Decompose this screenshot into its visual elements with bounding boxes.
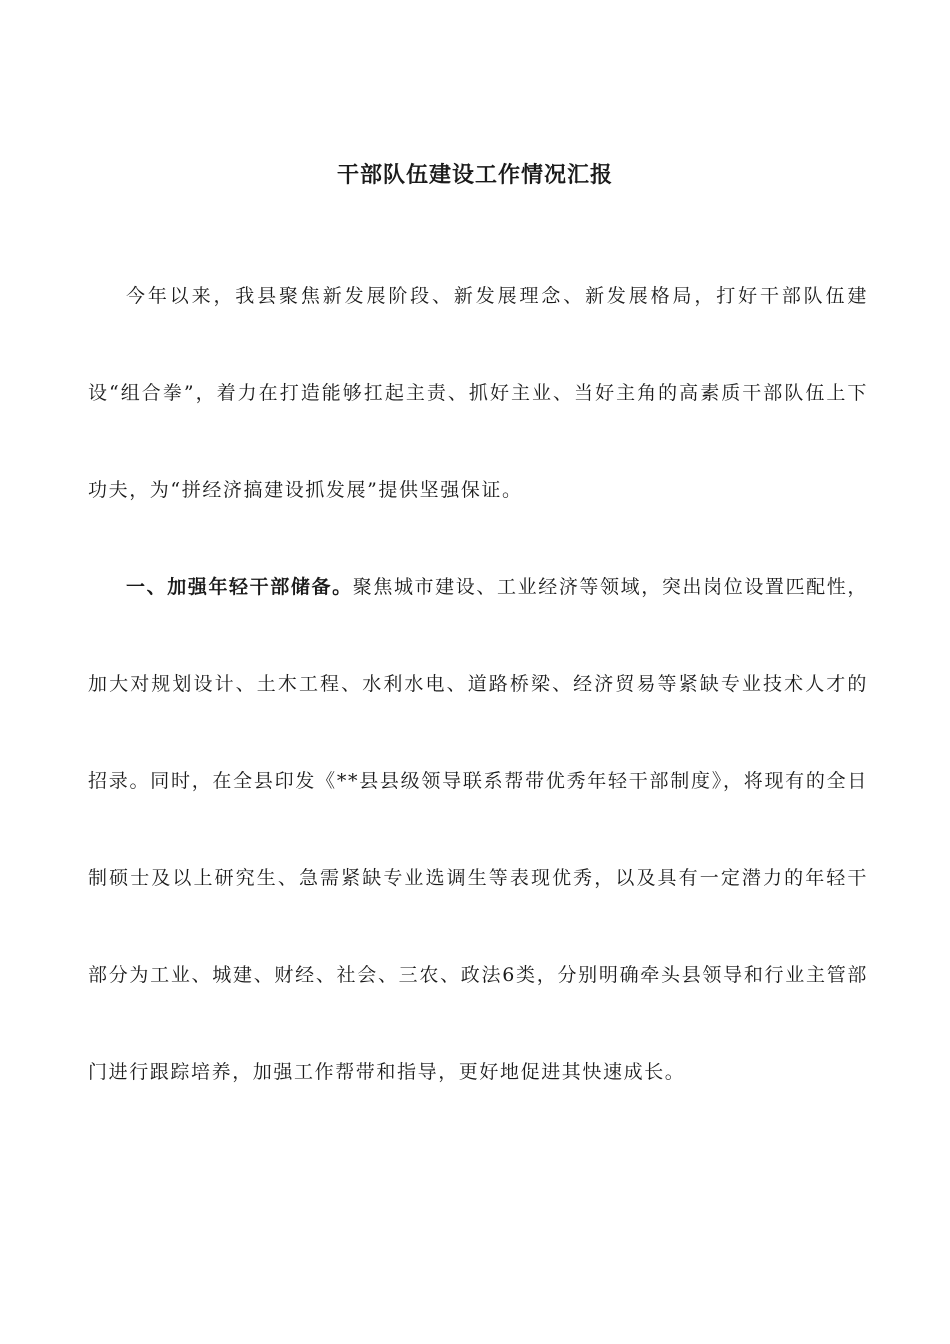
document-body — [88, 248, 868, 1121]
intro-paragraph — [88, 248, 868, 539]
intro-paragraph-text: 今年以来，我县聚焦新发展阶段、新发展理念、新发展格局，打好干部队伍建设“组合拳”，着力在打造能够扛起主责、抓好主业、当好主角的高素质干部队伍上下功夫，为“拼经济搞建设抓发展”提供坚强保证。 — [88, 285, 868, 501]
document-title: 干部队伍建设工作情况汇报 — [336, 162, 613, 188]
section-one-text: 聚焦城市建设、工业经济等领域，突出岗位设置匹配性，加大对规划设计、土木工程、水利水电、道路桥梁、经济贸易等紧缺专业技术人才的招录。同时，在全县印发《**县县级领导联系帮带优秀年轻干部制度》，将现有的全日制硕士及以上研究生、急需紧缺专业选调生等表现优秀，以及具有一定潜力的年轻干部分为工业、城建、财经、社会、三农、政法6类，分别明确牵头县领导和行业主管部门进行跟踪培养，加强工作帮带和指导，更好地促进其快速成长。 — [88, 576, 868, 1083]
section-one-paragraph — [88, 539, 868, 1121]
section-one-heading: 一、加强年轻干部储备。 — [126, 576, 353, 598]
